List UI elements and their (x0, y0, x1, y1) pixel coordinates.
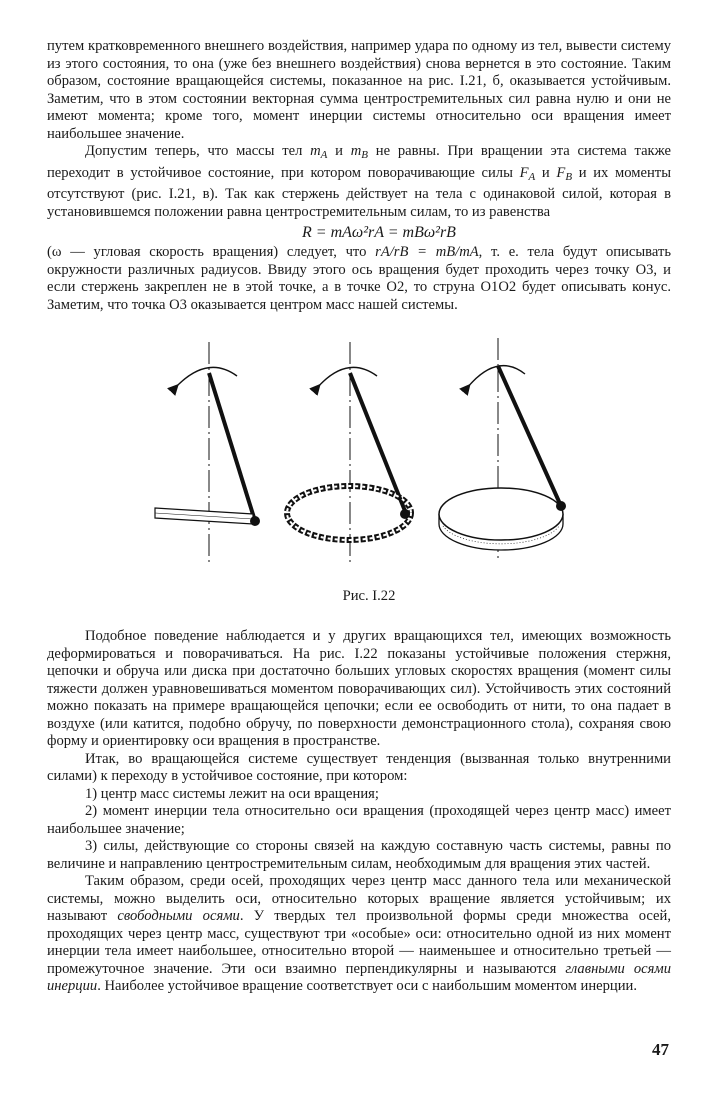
paragraph-3: (ω — угловая скорость вращения) следует, что rA/rB = mB/mA, т. е. тела будут описывать окружности различных радиусов. Ввиду этого ось вращения будет проходить через точку O3, и если стержень закреплен не в этой точке, а в точке O2, то струна O1O2 будет описывать конус. Заметим, что точка O3 оказывается центром масс нашей системы. (47, 244, 671, 313)
attachment-point (556, 501, 566, 511)
panel-chain (287, 342, 411, 562)
panel-disk (439, 338, 566, 562)
paragraph-1: путем кратковременного внешнего воздействия, например удара по одному из тел, вывести систему из этого состояния, то она (уже без внешнего воздействия) снова вернется в это состояние. Таким образом, состояние вращающейся системы, показанное на рис. I.21, б, оказывается устойчивым. Заметим, что в этом состоянии векторная сумма центростремительных сил равна нулю и они не имеют момента; кроме того, момент инерции системы относительно оси вращения имеет наибольшее значение. (47, 38, 671, 142)
page-content (47, 38, 671, 996)
figure-drawing (47, 328, 671, 586)
panel-rod (155, 342, 260, 562)
string (209, 373, 255, 521)
paragraph-4: Подобное поведение наблюдается и у других вращающихся тел, имеющих возможность деформироваться и поворачиваться. На рис. I.22 показаны устойчивые положения стержня, цепочки и обруча или диска при достаточно больших угловых скоростях вращения (момент силы тяжести должен уравновешиваться моментом поворачивающих сил). Устойчивость этих состояний можно показать на примере вращающейся цепочки; если ее освободить от нити, то она падает в воздухе (или катится, подобно обручу, по поверхности демонстрационного стола), сохраняя свою форму и ориентировку оси вращения в пространстве. (47, 628, 671, 749)
paragraph-2: Допустим теперь, что массы тел $m_A$ и $m_B$ не равны. При вращении эта система также переходит в устойчивое состояние, при котором поворачивающие силы $F_A$ и $F_B$ и их моменты отсутствуют (рис. I.21, в). Так как стержень действует на тела с одинаковой силой, которая в установившемся положении равна центростремительным силам, то из равенства (47, 143, 672, 220)
rotation-arrow-icon (175, 367, 237, 388)
attachment-point (400, 509, 410, 519)
figure-1-22 (47, 328, 671, 586)
disk (439, 488, 563, 540)
string (498, 366, 561, 506)
rotation-arrow-icon (317, 367, 377, 388)
formula: R = mAω²rA = mBω²rB (302, 224, 456, 241)
attachment-point (250, 516, 260, 526)
list-item-1: 1) центр масс системы лежит на оси вращения; (85, 785, 379, 802)
list-item-3: 3) силы, действующие со стороны связей на каждую составную часть системы, равны по величине и направлению центростремительным силам, необходимым для вращения этих частей. (47, 838, 671, 872)
paragraph-6: Таким образом, среди осей, проходящих через центр масс данного тела или механической системы, можно выделить оси, относительно которых вращение является устойчивым; их называют свободными осями. У твердых тел произвольной формы среди множества осей, проходящих через центр масс, существуют три «особые» оси: относительно одной из них момент инерции тела имеет наибольшее, относительно второй — наименьшее и относительно третьей — промежуточное значение. Эти оси взаимно перпендикулярны и называются главными осями инерции. Наиболее устойчивое вращение соответствует оси с наибольшим моментом инерции. (47, 873, 671, 994)
page-number: 47 (652, 1040, 669, 1059)
list-item-2: 2) момент инерции тела относительно оси вращения (проходящей через центр масс) имеет наибольшее значение; (47, 803, 671, 837)
figure-caption: Рис. I.22 (342, 588, 396, 604)
paragraph-5: Итак, во вращающейся системе существует тенденция (вызванная только внутренними силами) к переходу в устойчивое состояние, при котором: (47, 750, 671, 784)
rotation-arrow-icon (467, 366, 525, 388)
